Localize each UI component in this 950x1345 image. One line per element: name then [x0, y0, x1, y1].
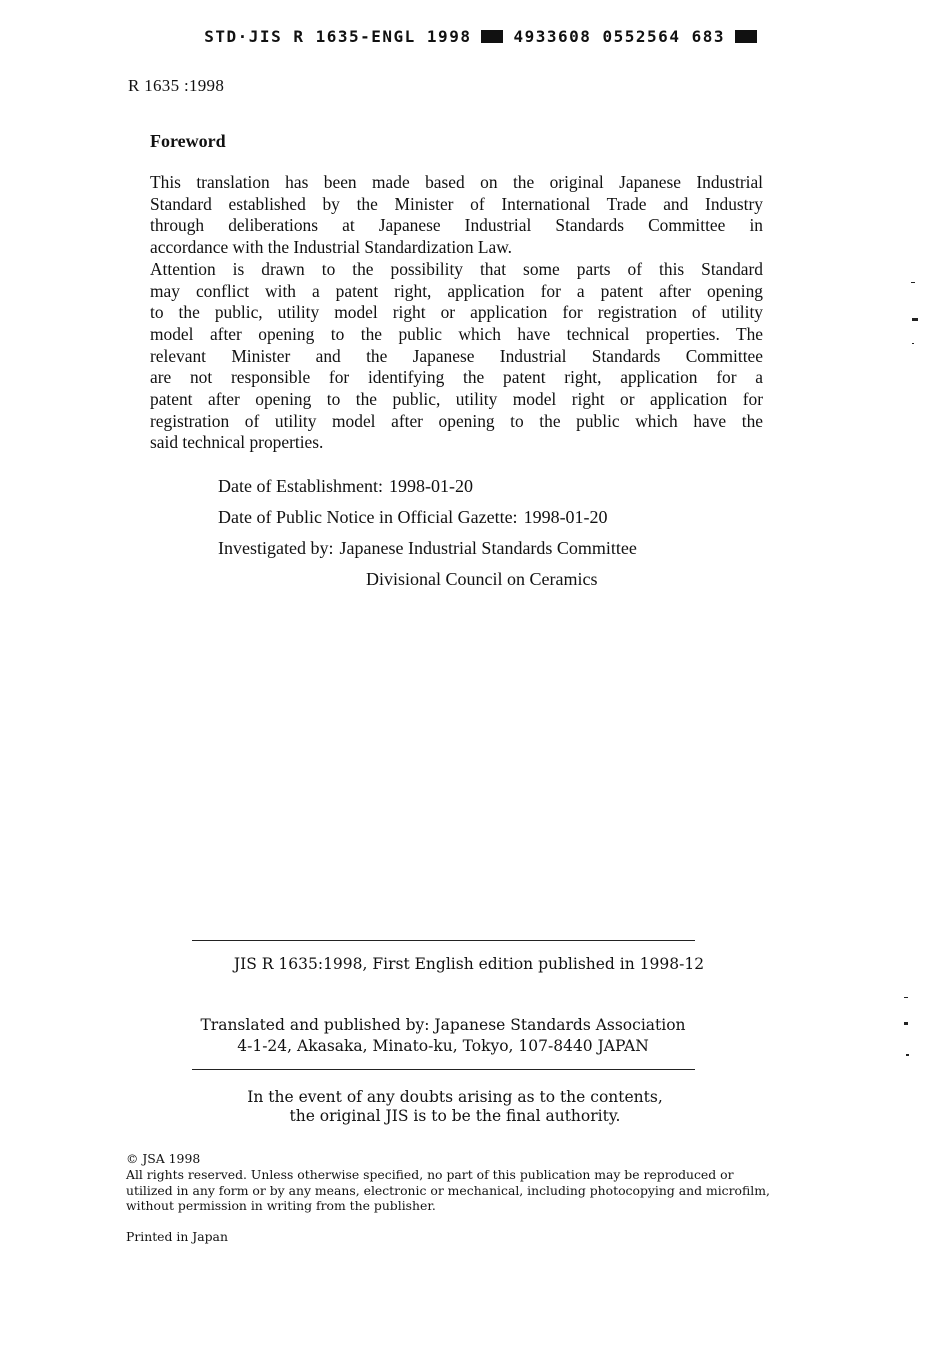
- authority-line: In the event of any doubts arising as to the contents,: [247, 1088, 663, 1106]
- foreword-line: to the public, utility model right or application for registration of utility: [150, 302, 763, 323]
- scan-serial: 4933608 0552564: [513, 27, 681, 46]
- divider-rule: [192, 1069, 695, 1070]
- foreword-line: model after opening to the public which have technical properties. The: [150, 323, 763, 344]
- foreword-line: This translation has been made based on the original Japanese Industrial: [150, 172, 763, 192]
- foreword-line: Standard established by the Minister of International Trade and Industry: [150, 193, 763, 214]
- rights-line: utilized in any form or by any means, electronic or mechanical, including photocopying and microfilm,: [126, 1182, 770, 1198]
- foreword-line: said technical properties.: [150, 432, 324, 453]
- establishment-date-row: [218, 476, 473, 497]
- scan-speck: [912, 318, 918, 321]
- scan-speck: [906, 1054, 909, 1056]
- authority-line: the original JIS is to be the final authority.: [289, 1107, 621, 1125]
- document-number: R 1635 :1998: [128, 76, 225, 95]
- foreword-title: Foreword: [150, 131, 226, 151]
- foreword-line: accordance with the Industrial Standardization Law.: [150, 237, 513, 258]
- establishment-date: 1998-01-20: [388, 476, 473, 496]
- foreword-line: may conflict with a patent right, application for a patent after opening: [150, 280, 763, 301]
- printed-notice: Printed in Japan: [126, 1229, 228, 1244]
- investigated-by-row: [218, 538, 637, 559]
- scan-speck: [904, 997, 908, 998]
- foreword-line: Attention is drawn to the possibility that some parts of this Standard: [150, 258, 763, 279]
- foreword-body: [150, 172, 763, 454]
- investigated-by-committee: Japanese Industrial Standards Committee: [339, 538, 637, 558]
- foreword-line: relevant Minister and the Japanese Industrial Standards Committee: [150, 345, 763, 366]
- rights-line: without permission in writing from the publisher.: [126, 1198, 436, 1213]
- divider-rule: [192, 940, 695, 941]
- scan-std-code: STD·JIS R 1635-ENGL 1998: [204, 27, 472, 46]
- publisher-address: 4-1-24, Akasaka, Minato-ku, Tokyo, 107-8440 JAPAN: [237, 1037, 649, 1055]
- investigated-label: Investigated by:: [218, 538, 334, 558]
- edition-statement: JIS R 1635:1998, First English edition published in 1998-12: [233, 955, 705, 973]
- gazette-date: 1998-01-20: [523, 507, 608, 527]
- rights-line: All rights reserved. Unless otherwise specified, no part of this publication may be reproduced or: [126, 1167, 734, 1182]
- copyright-notice: © JSA 1998: [126, 1151, 201, 1166]
- rights-statement: [126, 1167, 770, 1214]
- barcode-block: [481, 30, 503, 43]
- scan-speck: [911, 282, 915, 283]
- establishment-label: Date of Establishment:: [218, 476, 383, 496]
- gazette-label: Date of Public Notice in Official Gazette:: [218, 507, 518, 527]
- foreword-line: are not responsible for identifying the patent right, application for a: [150, 367, 763, 388]
- investigated-by-council: Divisional Council on Ceramics: [366, 569, 598, 589]
- foreword-line: through deliberations at Japanese Industrial Standards Committee in: [150, 215, 763, 236]
- gazette-date-row: [218, 507, 608, 528]
- foreword-line: patent after opening to the public, utility model right or application for: [150, 389, 763, 410]
- scan-speck: [912, 343, 914, 344]
- publisher-line: Translated and published by: Japanese Standards Association: [200, 1016, 686, 1034]
- barcode-block: [735, 30, 757, 43]
- scan-speck: [904, 1022, 908, 1025]
- scan-suffix: 683: [691, 27, 725, 46]
- foreword-line: registration of utility model after opening to the public which have the: [150, 410, 763, 431]
- scan-header: [182, 8, 767, 46]
